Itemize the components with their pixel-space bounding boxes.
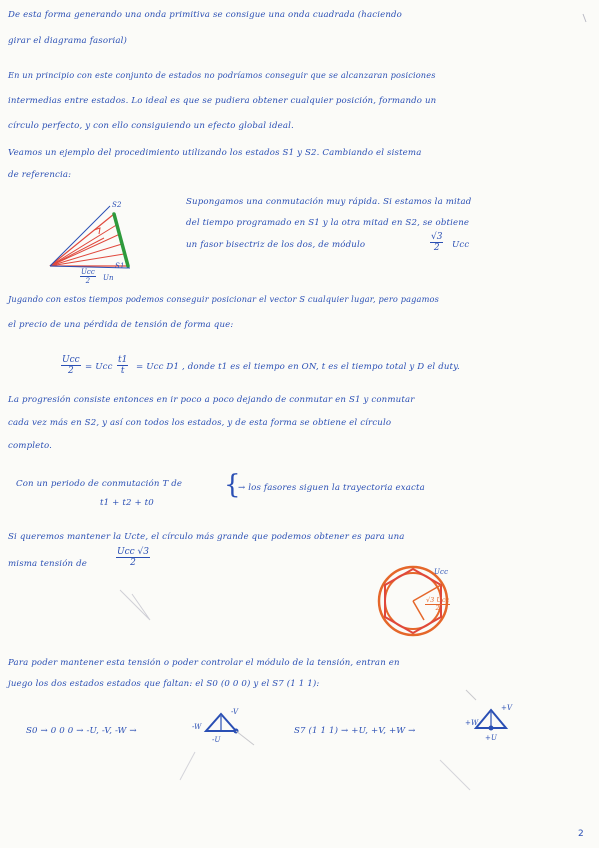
text-line: círculo perfecto, y con ello consiguiendo un efecto global ideal. — [8, 121, 294, 131]
text-line: misma tensión de — [8, 559, 87, 569]
text-line: un fasor bisectriz de los dos, de módulo — [186, 240, 366, 250]
s0-v-label: -V — [231, 708, 239, 716]
equation-lhs-denominator: 2 — [67, 366, 74, 377]
equation-lhs-numerator: Ucc — [62, 355, 80, 365]
sector-diagram — [50, 206, 130, 268]
text-line: Veamos un ejemplo del procedimiento utilizando los estados S1 y S2. Cambiando el sistema — [8, 148, 422, 158]
text-line: juego los dos estados estados que faltan: el S0 (0 0 0) y el S7 (1 1 1): — [8, 679, 320, 689]
curly-brace: { — [224, 470, 241, 500]
text-line: t1 + t2 + t0 — [100, 498, 154, 508]
sector-ucc-denominator: 2 — [85, 277, 91, 286]
page-number: 2 — [578, 829, 584, 839]
text-line: En un principio con este conjunto de estados no podríamos conseguir que se alcanzaran posiciones — [8, 70, 436, 80]
voltage-denominator: 2 — [130, 558, 136, 569]
sector-ucc-fraction — [80, 268, 96, 285]
voltage-numerator: Ucc √3 — [117, 547, 149, 557]
s0-u-label: -U — [212, 736, 221, 744]
sector-un-label: Un — [103, 274, 114, 282]
modulus-denominator: 2 — [433, 243, 440, 254]
text-line: Jugando con estos tiempos podemos conseguir posicionar el vector S cualquier lugar, pero pagamos — [8, 294, 439, 304]
text-line: La progresión consiste entonces en ir poco a poco dejando de conmutar en S1 y conmutar — [8, 395, 415, 405]
text-line: de referencia: — [8, 170, 72, 180]
state-s7-text: S7 (1 1 1) → +U, +V, +W → — [294, 726, 416, 736]
circle-inner-fraction — [425, 597, 450, 613]
equation-rest: = Ucc D1 , donde t1 es el tiempo en ON, t es el tiempo total y D el duty. — [136, 362, 460, 372]
text-line: De esta forma generando una onda primitiva se consigue una onda cuadrada (haciendo — [8, 10, 402, 20]
text-line: cada vez más en S2, y así con todos los estados, y de esta forma se obtiene el círculo — [8, 418, 392, 428]
equation-time-numerator: t1 — [118, 355, 128, 365]
circle-inner-denominator: 2 — [435, 604, 440, 613]
sector-s1-label: S1 — [115, 262, 125, 270]
sector-ucc-numerator: Ucc — [81, 268, 95, 276]
circle-inner-numerator: √3 Ucc — [426, 596, 450, 604]
text-line: el precio de una pérdida de tensión de forma que: — [8, 320, 234, 330]
sector-s2-label: S2 — [112, 201, 122, 209]
text-line: completo. — [8, 441, 53, 451]
text-line: Con un periodo de conmutación T de — [16, 479, 183, 489]
text-line: → los fasores siguen la trayectoria exacta — [238, 483, 425, 493]
text-line: Para poder mantener esta tensión o poder controlar el módulo de la tensión, entran en — [8, 658, 400, 668]
text-line: intermedias entre estados. Lo ideal es que se pudiera obtener cualquier posición, formando un — [8, 96, 437, 106]
modulus-numerator: √3 — [431, 232, 443, 242]
text-line: Supongamos una conmutación muy rápida. Si estamos la mitad — [186, 197, 472, 207]
modulus-unit: Ucc — [452, 240, 470, 250]
circle-ucc-label: Ucc — [434, 568, 449, 576]
text-line: del tiempo programado en S1 y la otra mitad en S2, se obtiene — [186, 218, 470, 228]
s7-w-label: +W — [465, 719, 479, 727]
text-line: Si queremos mantener la Ucte, el círculo más grande que podemos obtener es para una — [8, 532, 405, 542]
text-line: girar el diagrama fasorial) — [8, 36, 128, 46]
equation-middle: = Ucc — [85, 362, 113, 372]
equation-time-denominator: t — [120, 366, 125, 377]
s0-w-label: -W — [192, 723, 202, 731]
s7-v-label: +V — [501, 704, 513, 712]
state-s0-text: S0 → 0 0 0 → -U, -V, -W → — [26, 726, 137, 736]
s7-u-label: +U — [485, 734, 498, 742]
